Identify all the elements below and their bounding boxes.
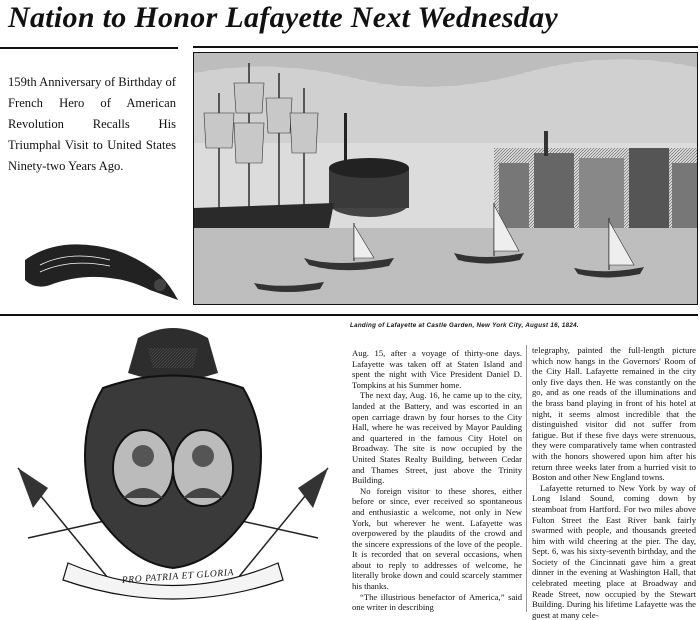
column-divider [526,345,527,612]
article-column-1 [352,348,522,613]
article-column-2 [532,345,696,620]
paragraph: Lafayette returned to New York by way of Long Island Sound, coming down by steamboat from Hartford. For two miles above Fulton Street the East River bank fairly swarmed with people, and thousands greeted him with wild cheering at the pier. The day, Sept. 6, was his sixty-seventh birthday, and the Society of the Cincinnati gave him a great dinner in the evening at Washington Hall, that celebrated meeting place at Broadway and Reade Street, now occupied by the Stewart Building. During his lifetime Lafayette was the guest at many cele- [532,482,696,620]
paragraph: The next day, Aug. 16, he came up to the city, landed at the Battery, and was escorted in an open carriage drawn by four horses to the City Hall, where he was received by Mayor Paulding and quartered in the famous City Hotel on Broadway. The site is now occupied by the United States Realty Building, between Cedar and Thames Street, just above the Trinity Building. [352,390,522,486]
paragraph: “The illustrious benefactor of America,” said one writer in describing [352,591,522,613]
paragraph: No foreign visitor to these shores, either before or since, ever received so spontaneous and enthusiastic a welcome, not only in New York, but wherever he went. Lafayette was overpowered by the plaudits of the crowd and the sincere expressions of the love of the people. It is recorded that on several occasions, when about to reply to addresses of welcome, he literally broke down and could scarcely stammer his thanks. [352,485,522,592]
paragraph: Aug. 15, after a voyage of thirty-one days. Lafayette was taken off at Staten Island and spent the night with Vice President Daniel D. Tompkins at his Summer home. [352,348,522,390]
rule-left-top [0,47,178,52]
paragraph: telegraphy, painted the full-length picture which now hangs in the Governors' Room of the City Hall. Lafayette remained in the city only five days then. He was constantly on the go, and as one reads of the illuminations and the brass band playing in front of his hotel at night, it seems almost incredible that the distinguished visitor did not suffer from fatigue. But if these five days were strenuous, they were comparatively tame when contrasted with the honors showered upon him after his return three weeks later from a hurried visit to Boston and other New England towns. [532,345,696,483]
eagle-illustration [20,230,180,305]
castle-garden-engraving [193,52,698,305]
deck-subheadline: 159th Anniversary of Birthday of French Hero of American Revolution Recalls His Triumphal Visit to United States Ninety-two Years Ago. [8,75,176,173]
engraving-caption: Landing of Lafayette at Castle Garden, New York City, August 16, 1824. [350,322,579,329]
harbor-illustration [194,53,698,305]
motto-ribbon-text: PRO PATRIA ET GLORIA [121,568,235,586]
portrait-emblem [8,318,338,612]
headline: Nation to Honor Lafayette Next Wednesday [8,1,559,34]
